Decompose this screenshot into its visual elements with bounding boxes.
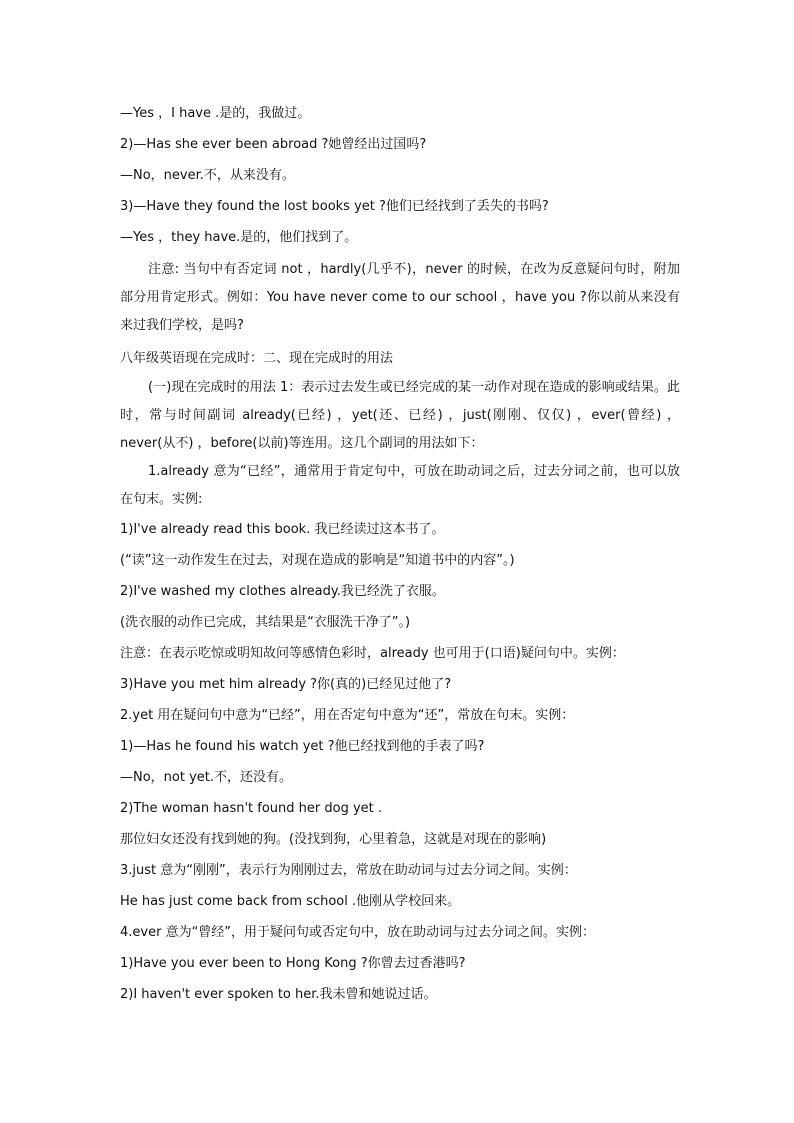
text-line-2: 2)—Has she ever been abroad ?她曾经出过国吗? <box>120 137 427 152</box>
text-line-19: 2)The woman hasn't found her dog yet . <box>120 801 383 816</box>
text-line-12: 2)I've washed my clothes already.我已经洗了衣服。 <box>120 584 445 599</box>
text-line-16: 2.yet 用在疑问句中意为“已经”，用在否定句中意为“还”，常放在句末。实例： <box>120 708 575 723</box>
text-line-22: He has just come back from school .他刚从学校回来。 <box>120 894 461 909</box>
text-line-20: 那位妇女还没有找到她的狗。(没找到狗，心里着急，这就是对现在的影响) <box>120 832 547 847</box>
text-line-11: (“读”这一动作发生在过去，对现在造成的影响是“知道书中的内容”。) <box>120 553 515 568</box>
usage-paragraph: (一)现在完成时的用法 1：表示过去发生或已经完成的某一动作对现在造成的影响或结果。此时，常与时间副词 already(已经) ，yet(还、已经) ，just(刚刚、仅仅) ，ever(曾经) ，never(从不) ，before(以前)等连用。这几个副词的用法如下： <box>120 380 680 451</box>
text-line-10: 1)I've already read this book. 我已经读过这本书了。 <box>120 522 445 537</box>
text-line-17: 1)—Has he found his watch yet ?他已经找到他的手表了吗? <box>120 739 485 754</box>
text-line-14: 注意：在表示吃惊或明知故问等感情色彩时，already 也可用于(口语)疑问句中。实例： <box>120 646 625 661</box>
text-line-15: 3)Have you met him already ?你(真的)已经见过他了? <box>120 677 452 692</box>
text-line-4: 3)—Have they found the lost books yet ?他们已经找到了丢失的书吗? <box>120 199 549 214</box>
text-line-18: —No，not yet.不，还没有。 <box>120 770 293 785</box>
text-line-13: (洗衣服的动作已完成，其结果是“衣服洗干净了”。) <box>120 615 411 630</box>
text-line-21: 3.just 意为“刚刚”，表示行为刚刚过去，常放在助动词与过去分词之间。实例： <box>120 863 577 878</box>
text-line-5: —Yes ，they have.是的，他们找到了。 <box>120 230 358 245</box>
text-line-3: —No，never.不，从来没有。 <box>120 168 295 183</box>
text-line-25: 2)I haven't ever spoken to her.我未曾和她说过话。 <box>120 987 437 1002</box>
already-paragraph: 1.already 意为“已经”，通常用于肯定句中，可放在助动词之后，过去分词之前，也可以放在句末。实例: <box>120 464 680 507</box>
note-paragraph: 注意: 当句中有否定词 not ，hardly(几乎不)，never 的时候，在改为反意疑问句时，附加部分用肯定形式。例如：You have never come to our school ，have you ?你以前从来没有来过我们学校，是吗? <box>120 262 680 333</box>
document-body <box>120 98 680 1010</box>
section-heading: 八年级英语现在完成时：二、现在完成时的用法 <box>120 351 394 366</box>
text-line-23: 4.ever 意为“曾经”，用于疑问句或否定句中，放在助动词与过去分词之间。实例： <box>120 925 596 940</box>
text-line-24: 1)Have you ever been to Hong Kong ?你曾去过香港吗? <box>120 956 466 971</box>
text-line-1: —Yes ，I have .是的，我做过。 <box>120 106 311 121</box>
